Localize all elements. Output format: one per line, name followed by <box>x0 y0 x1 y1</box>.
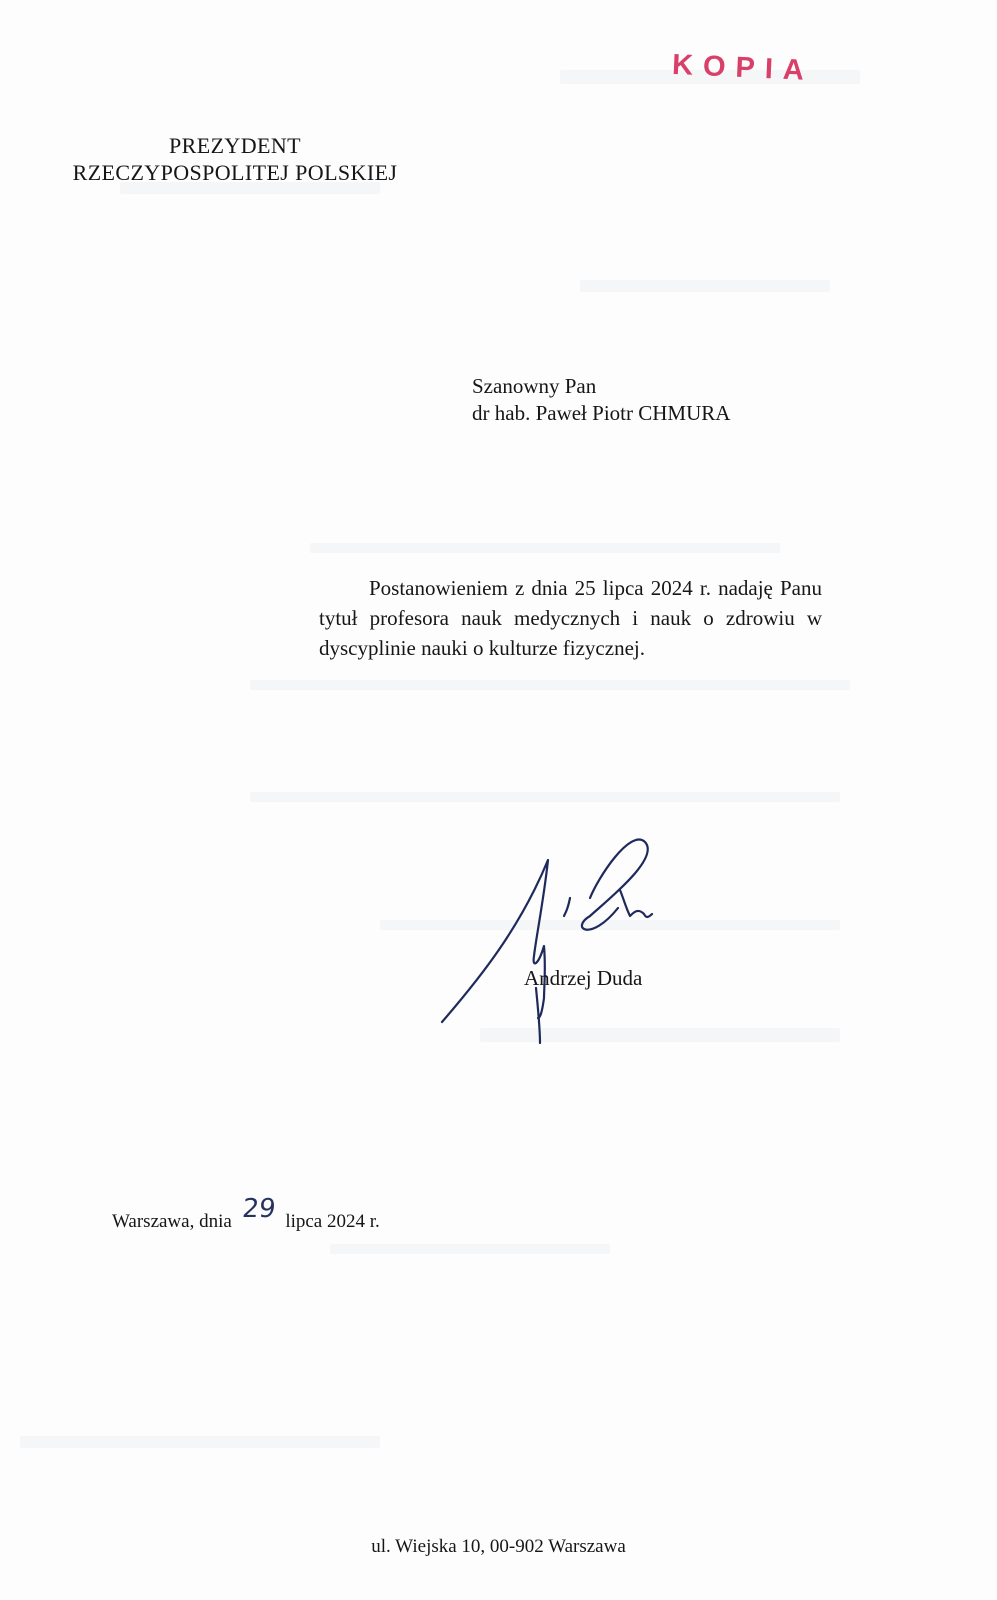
date-prefix: Warszawa, dnia <box>112 1211 232 1232</box>
footer-address: ul. Wiejska 10, 00-902 Warszawa <box>371 1536 626 1557</box>
show-through-artifact <box>580 280 830 292</box>
handwritten-day: 29 <box>240 1194 277 1224</box>
show-through-artifact <box>250 680 850 690</box>
date-suffix: lipca 2024 r. <box>285 1211 380 1232</box>
recipient-name: dr hab. Paweł Piotr CHMURA <box>472 401 731 425</box>
place-date-line <box>112 1194 380 1234</box>
recipient-salutation: Szanowny Pan <box>472 374 597 398</box>
letterhead-line-2: RZECZYPOSPOLITEJ POLSKIEJ <box>72 160 398 185</box>
show-through-artifact <box>20 1436 380 1448</box>
show-through-artifact <box>330 1244 610 1254</box>
letterhead-title <box>30 132 440 186</box>
signer-name: Andrzej Duda <box>524 966 643 990</box>
recipient-block <box>472 373 730 427</box>
show-through-artifact <box>250 792 840 802</box>
kopia-stamp: KOPIA <box>671 48 815 88</box>
letterhead-line-1: PREZYDENT <box>169 133 301 158</box>
show-through-artifact <box>310 543 780 553</box>
letter-body <box>319 573 822 663</box>
handwritten-signature <box>440 838 680 1048</box>
body-paragraph: Postanowieniem z dnia 25 lipca 2024 r. nadaję Panu tytuł profesora nauk medycznych i nauk o zdrowiu w dyscyplinie nauki o kulturze fizycznej. <box>319 576 822 660</box>
